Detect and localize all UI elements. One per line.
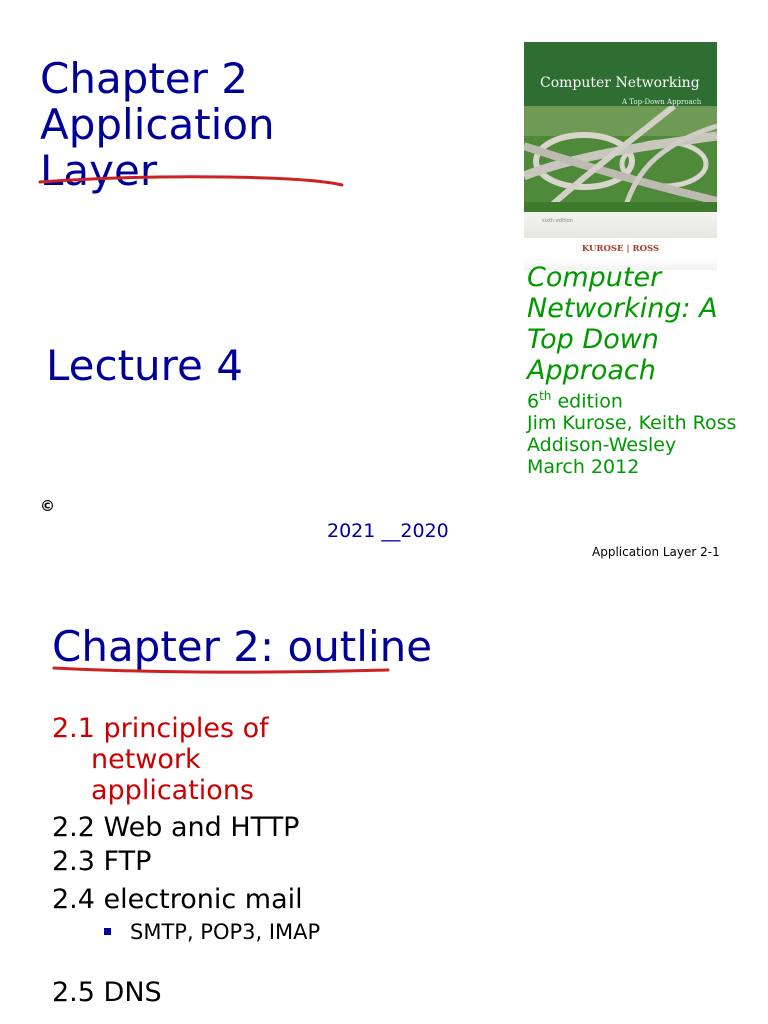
book-date: March 2012	[527, 456, 640, 479]
outline-item-2-1: 2.1 principles of network applications	[52, 713, 269, 806]
cover-title: Computer Networking	[540, 75, 700, 91]
outline-item-2-2: 2.2 Web and HTTP	[52, 812, 300, 843]
book-title: Computer Networking: A Top Down Approach	[527, 262, 718, 386]
slide-footer: Application Layer 2-1	[592, 545, 720, 559]
cover-edition: sixth edition	[542, 218, 573, 224]
handwritten-underline-red	[36, 172, 348, 190]
lecture-label: Lecture 4	[46, 341, 243, 390]
outline-subitem-mail-protocols: SMTP, POP3, IMAP	[104, 920, 324, 944]
book-publisher: Addison-Wesley	[527, 434, 677, 457]
copyright-symbol: ©	[40, 497, 55, 515]
years-text: 2021 __2020	[327, 520, 449, 542]
book-authors: Jim Kurose, Keith Ross	[527, 412, 737, 435]
outline-item-2-3: 2.3 FTP	[52, 846, 152, 877]
square-bullet-icon	[104, 928, 111, 935]
outline-title: Chapter 2: outline	[52, 622, 433, 671]
book-cover-image	[524, 42, 717, 270]
cover-authors: KUROSE | ROSS	[581, 244, 660, 254]
outline-item-2-5: 2.5 DNS	[52, 977, 162, 1008]
handwritten-underline-red	[50, 662, 396, 678]
outline-item-2-4: 2.4 electronic mail	[52, 884, 303, 915]
book-edition: 6th edition	[527, 389, 623, 413]
chapter-title: Chapter 2 Application Layer	[40, 54, 275, 195]
book-details	[527, 385, 757, 478]
cover-subtitle: A Top-Down Approach	[622, 98, 702, 106]
highway-interchange-photo	[524, 106, 717, 212]
